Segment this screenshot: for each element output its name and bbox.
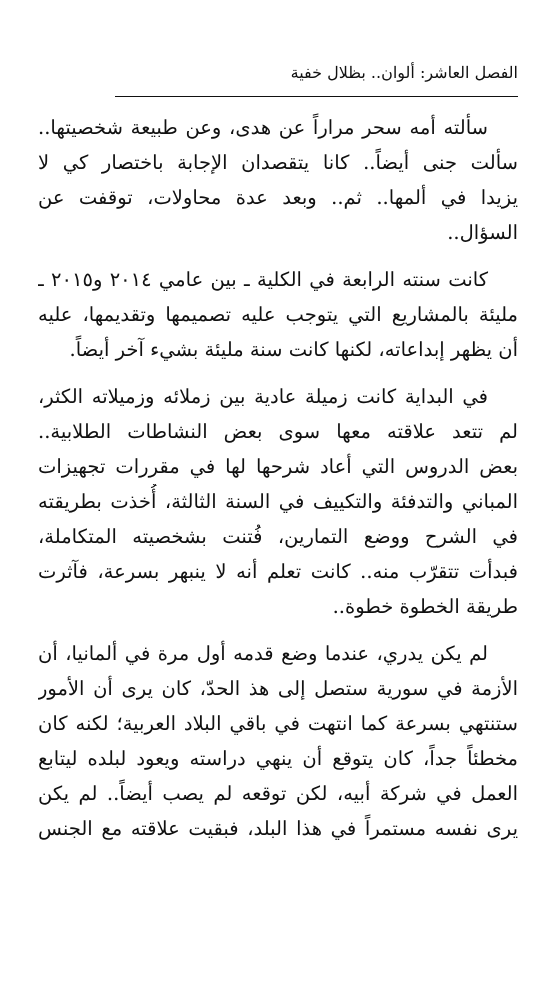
text-line: ستنتهي بسرعة كما انتهت في باقي البلاد العربية؛ لكنه كان [38, 712, 518, 735]
text-line: مليئة بالمشاريع التي يتوجب عليه تصميمها وتقديمها، عليه [38, 303, 518, 326]
text-line: سألت جنى أيضاً.. كانا يتقصدان الإجابة باختصار كي لا [38, 151, 518, 174]
header-rule [115, 96, 518, 97]
text-line: بعض الدروس التي أعاد شرحها لها في مقررات تجهيزات [38, 455, 518, 478]
text-line: الأزمة في سورية ستصل إلى هذ الحدّ، كان يرى أن الأمور [38, 677, 518, 700]
text-line: المباني والتدفئة والتكييف في السنة الثالثة، أُخذت بطريقته [38, 490, 518, 513]
text-line: طريقة الخطوة خطوة.. [332, 595, 518, 618]
paragraph-4 [38, 636, 518, 846]
text-line: لم يكن يدري، عندما وضع قدمه أول مرة في ألمانيا، أن [38, 642, 488, 665]
text-line: سألته أمه سحر مراراً عن هدى، وعن طبيعة شخصيتها.. [38, 116, 488, 139]
text-line: في الشرح ووضع التمارين، فُتنت بشخصيته المتكاملة، [38, 525, 518, 548]
paragraph-spacer [38, 624, 518, 636]
text-line: يزيدا في ألمها.. ثم.. وبعد عدة محاولات، توقفت عن [38, 186, 518, 209]
text-line: فبدأت تتقرّب منه.. كانت تعلم أنه لا ينبهر بسرعة، فآثرت [38, 560, 518, 583]
paragraph-2 [38, 262, 518, 367]
text-line: مخطئاً جداً، كان يتوقع أن ينهي دراسته ويعود لبلده ليتابع [38, 747, 518, 770]
text-line: أن يظهر إبداعاته، لكنها كانت سنة مليئة بشيء آخر أيضاً. [69, 338, 518, 361]
text-line: العمل في شركة أبيه، لكن توقعه لم يصب أيضاً.. لم يكن [38, 782, 518, 805]
text-line: يرى نفسه مستمراً في هذا البلد، فبقيت علاقته مع الجنس [38, 817, 518, 840]
paragraph-3 [38, 379, 518, 624]
paragraph-1 [38, 110, 518, 250]
paragraph-spacer [38, 367, 518, 379]
chapter-running-head: الفصل العاشر: ألوان.. بظلال خفية [290, 63, 518, 82]
text-line: السؤال.. [447, 221, 518, 244]
paragraph-spacer [38, 250, 518, 262]
body-text [38, 110, 518, 846]
text-line: لم تتعد علاقته معها سوى بعض النشاطات الطلابية.. [38, 420, 518, 443]
text-line: في البداية كانت زميلة عادية بين زملائه وزميلاته الكثر، [38, 385, 488, 408]
text-line: كانت سنته الرابعة في الكلية ـ بين عامي ٢٠١٤ و٢٠١٥ ـ [38, 268, 488, 291]
